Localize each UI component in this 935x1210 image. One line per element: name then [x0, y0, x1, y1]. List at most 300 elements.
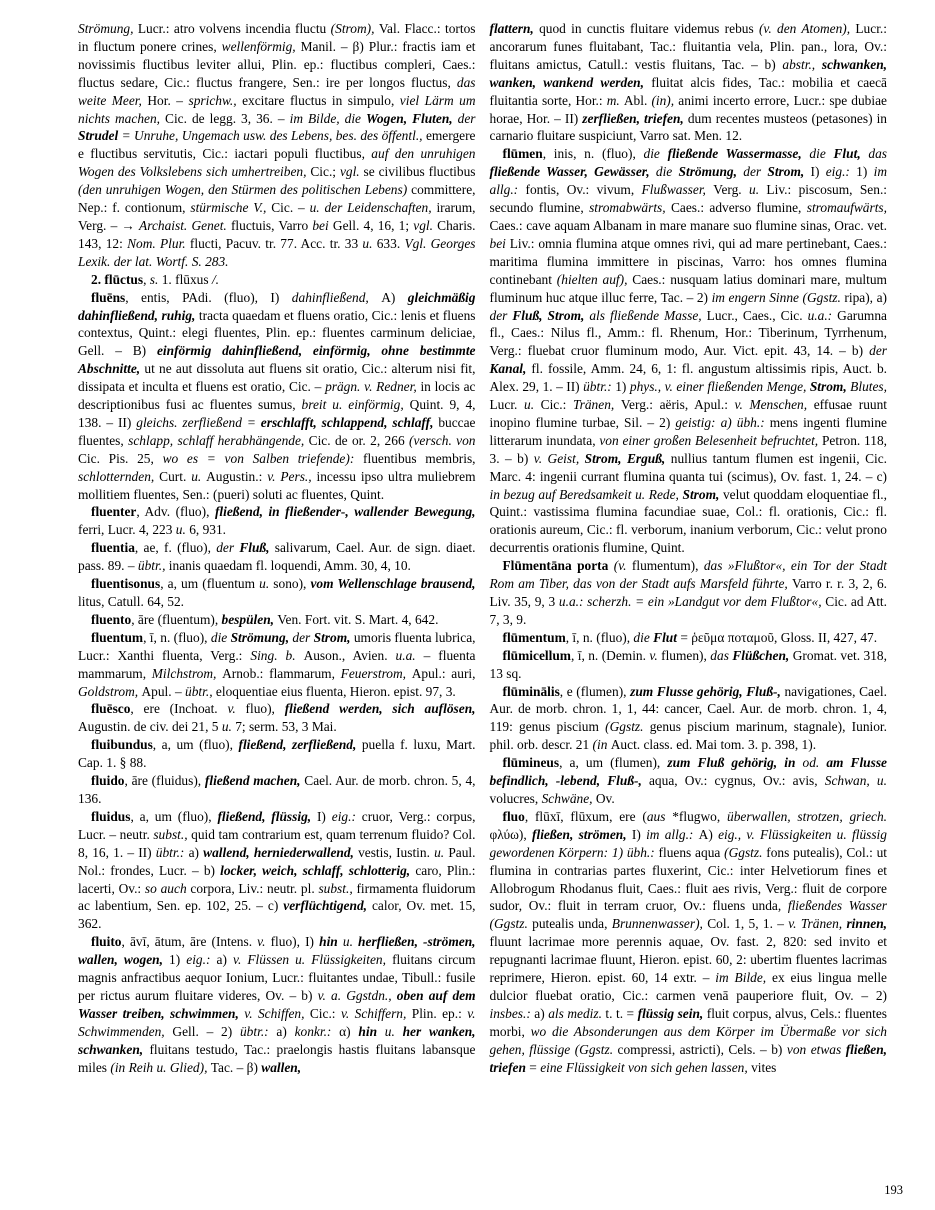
- text-run: a): [534, 1005, 549, 1021]
- text-run: Arnob.: flammarum,: [222, 665, 341, 681]
- text-run: u.: [175, 522, 190, 538]
- entry-flumentum: [490, 629, 888, 647]
- text-run: hin: [358, 1023, 385, 1039]
- text-run: Strom, Erguß,: [584, 450, 671, 466]
- text-run: Ven. Fort. vit. S. Mart. 4, 642.: [277, 611, 439, 627]
- text-run: puella f. luxu, Mart. Cap. 1. § 88.: [78, 737, 476, 771]
- entry-fluidus: [78, 808, 476, 933]
- text-run: , āre (fluentum),: [131, 611, 222, 627]
- text-run: I): [631, 826, 647, 842]
- entry-fluentia: [78, 539, 476, 575]
- text-run: übtr.:: [239, 1023, 277, 1039]
- text-run: Augustin.:: [206, 468, 268, 484]
- text-run: v.: [649, 647, 662, 663]
- text-run: Cic.;: [310, 164, 340, 180]
- text-run: eig., v. Flüssigkeiten u. flüssig gewordenen Körpern: 1) übh.:: [489, 826, 887, 860]
- text-run: caro, Plin.: lacerti, Ov.:: [78, 862, 476, 896]
- text-run: fluctuis, Varro: [230, 217, 313, 233]
- text-run: fluidus: [91, 808, 131, 824]
- text-run: der: [292, 629, 314, 645]
- text-run: u.: [524, 397, 541, 413]
- text-run: incessu ipso ultra muliebrem mollitiem fluentes, Sen.: (pueri) soluti ac fluentes, Quint.: [78, 468, 476, 502]
- text-run: volucres,: [489, 790, 542, 806]
- entry-fluibundus: [78, 736, 476, 772]
- text-run: fließend, in fließender-, wallender Bewegung,: [214, 504, 476, 520]
- text-run: v. Schwimmenden,: [78, 1005, 476, 1039]
- text-run: flucti, Pacuv. tr. 77. Acc. tr. 33: [189, 235, 363, 251]
- text-run: Caes.: nusquam latius dominari mare, multum fluminum huc atque illuc ferre, Tac. – 2): [489, 271, 887, 305]
- text-run: s.: [149, 271, 162, 287]
- text-run: – fluenta mammarum,: [78, 647, 476, 681]
- text-run: 633.: [376, 235, 405, 251]
- text-run: der: [869, 343, 887, 359]
- text-run: der: [489, 307, 513, 323]
- text-run: u.: [191, 468, 207, 484]
- text-run: abstr.,: [782, 56, 822, 72]
- text-run: (Ggstz.: [605, 719, 650, 735]
- text-run: flüssig sein,: [637, 1005, 707, 1021]
- text-run: od.: [802, 755, 827, 771]
- text-run: 7; serm. 53, 3 Mai.: [235, 719, 337, 735]
- text-run: fluentum: [91, 629, 144, 645]
- text-run: m.: [606, 92, 624, 108]
- text-run: Cael. Aur. de morb. chron. 5, 4, 136.: [78, 773, 476, 806]
- text-run: Tac. – β): [210, 1059, 262, 1075]
- text-run: schlotternden,: [78, 468, 160, 484]
- text-run: subst.,: [153, 826, 192, 842]
- text-run: Verg.: aëris, Apul.:: [620, 397, 735, 413]
- text-run: 6, 931.: [189, 522, 227, 538]
- text-run: oben auf dem Wasser treiben, schwimmen,: [78, 987, 476, 1021]
- text-run: u.: [749, 182, 767, 198]
- text-run: Tränen,: [572, 397, 621, 413]
- text-run: erschlafft, schlappend, schlaff,: [260, 414, 439, 430]
- text-run: locker, weich, schlaff, schlotterig,: [220, 862, 416, 878]
- text-run: Schwäne,: [541, 790, 596, 806]
- text-run: Plin. ep.:: [411, 1005, 468, 1021]
- text-run: (versch. von: [409, 432, 476, 448]
- text-run: phys., v. einer fließenden Menge,: [629, 379, 810, 395]
- text-run: fließende Wassermasse,: [667, 146, 810, 162]
- text-run: gleichmäßig dahinfließend, ruhig,: [78, 289, 476, 323]
- text-run: Cic. ad Att. 7, 3, 9.: [489, 594, 887, 627]
- text-run: Archaist. Genet.: [139, 217, 231, 233]
- text-run: genus piscium marinum, stagnale), Iunior. phil. orb. descr. 21: [489, 719, 887, 753]
- text-run: dum recentes musteos (petasones) in carnario fluitare suspiciunt, Varro sat. Men. 12.: [489, 110, 887, 144]
- text-run: Cic. Pis. 25,: [78, 450, 163, 466]
- text-run: (v.: [613, 558, 632, 574]
- text-run: , āre (fluidus),: [124, 773, 205, 789]
- text-run: (in Reih u. Glied),: [110, 1059, 211, 1075]
- text-run: inanis quaedam fl. loquendi, Amm. 30, 4, 10.: [168, 558, 411, 574]
- text-run: Strömung,: [230, 629, 293, 645]
- text-run: u.a.: [395, 647, 424, 663]
- text-run: ripa), a): [844, 289, 887, 305]
- text-run: als mediz.: [548, 1005, 606, 1021]
- text-run: , flūxī, flūxum, ere (: [524, 808, 647, 824]
- text-run: u.a.:: [807, 307, 838, 323]
- text-run: wallend, herniederwallend,: [203, 844, 359, 860]
- text-run: die: [809, 146, 834, 162]
- text-run: überwallen, strotzen, griech.: [727, 808, 888, 824]
- text-run: herfließen, -strömen, wallen, wogen,: [78, 934, 476, 968]
- text-run: die: [643, 146, 668, 162]
- text-run: Fluß,: [239, 540, 275, 556]
- text-run: u.a.: scherzh. = ein »Landgut vor dem Flußtor«,: [558, 594, 826, 609]
- text-run: = Unruhe, Ungemach usw. des Lebens, bes. des öffentl.,: [121, 128, 426, 144]
- text-run: cruor, Verg.: corpus, Lucr. – neutr.: [78, 808, 476, 842]
- text-run: flattern,: [489, 21, 540, 36]
- text-run: fluito: [91, 934, 122, 950]
- text-run: , a, um (fluo),: [130, 808, 218, 824]
- text-run: fluentibus membris,: [363, 450, 476, 466]
- entry-fluo: [490, 808, 888, 1077]
- text-run: Flüßchen,: [732, 647, 793, 663]
- text-run: Ov.: [595, 790, 615, 806]
- text-run: aqua, Ov.: cygnus, Ov.: avis,: [648, 773, 825, 789]
- text-run: , a, um (flumen),: [559, 755, 668, 771]
- text-run: zum Fluß gehörig, in: [667, 755, 803, 771]
- text-run: fluitat alcis fides, Tac.: mobilia et caecā fluitantia sorte, Hor.:: [489, 74, 887, 108]
- text-run: ,: [143, 271, 150, 287]
- text-run: vgl.: [413, 217, 438, 233]
- text-run: Brunnenwasser),: [611, 916, 708, 932]
- text-run: Flūmentāna porta: [502, 558, 614, 574]
- text-run: umoris fluenta lubrica, Lucr.: Xanthi fluenta, Verg.:: [78, 629, 476, 663]
- text-run: /.: [211, 271, 220, 287]
- text-run: in locis ac descriptionibus fusi ac fluentes sumus,: [78, 379, 476, 413]
- text-run: geistig: a) übh.:: [675, 414, 770, 430]
- text-run: Goldstrom,: [78, 683, 142, 699]
- text-run: , inis, n. (fluo),: [542, 146, 644, 162]
- text-run: (Ggstz.: [724, 844, 767, 860]
- text-run: fließen, strömen,: [532, 826, 632, 842]
- text-run: breit u. einförmig,: [301, 397, 410, 413]
- text-run: (hielten auf),: [556, 271, 633, 287]
- text-run: Strudel: [78, 128, 122, 144]
- text-run: eine Flüssigkeit von sich gehen lassen,: [540, 1059, 752, 1075]
- text-run: eig.:: [825, 164, 857, 180]
- text-run: auf den unruhigen Wogen des Volkslebens sich umhertreiben,: [78, 146, 476, 180]
- text-run: insbes.:: [489, 1005, 535, 1021]
- text-run: 2. flūctus: [91, 271, 144, 287]
- text-run: , ae, f. (fluo),: [134, 540, 217, 556]
- entry-fluento: [78, 611, 476, 629]
- text-run: v. Geist,: [533, 450, 585, 466]
- text-run: konkr.:: [294, 1023, 340, 1039]
- text-run: Garumna fl., Caes.: Nilus fl., Amm.: fl. Rhenum, Hor.: Tiberinum, Tyrrhenum, Verg.: fluebat cruor fluminum modo, Aur. Vict. epit. 43, 14. – b): [489, 307, 887, 359]
- text-run: wellenförmig,: [221, 38, 301, 54]
- text-run: , e (flumen),: [559, 683, 631, 699]
- text-run: einförmig dahinfließend, einförmig, ohne bestimmte Abschnitte,: [78, 343, 476, 377]
- text-run: Nom. Plur.: [127, 235, 190, 251]
- text-run: flūmen: [502, 146, 543, 162]
- text-run: Lucr.: [489, 397, 524, 413]
- text-run: Val. Flacc.: tortos in fluctum ponere crines,: [78, 21, 476, 54]
- text-run: übtr.,: [137, 558, 169, 574]
- text-run: Kanal,: [489, 361, 532, 377]
- text-run: ferri, Lucr. 4, 223: [78, 522, 176, 538]
- text-run: stromaufwärts,: [806, 200, 887, 216]
- text-run: a): [276, 1023, 295, 1039]
- text-run: Flußwasser,: [641, 182, 714, 198]
- entry-fluenter: [78, 503, 476, 539]
- text-run: flūmentum: [502, 629, 566, 645]
- text-run: Sing. b.: [250, 647, 304, 663]
- text-run: gleichs. zerfließend =: [136, 414, 261, 430]
- text-run: Vgl. Georges Lexik. der lat. Wortf. S. 283.: [78, 235, 476, 269]
- text-run: quod in cunctis fluitare videmus rebus: [539, 21, 759, 36]
- text-run: Cic.:: [540, 397, 573, 413]
- text-run: im engern Sinne (Ggstz.: [711, 289, 845, 305]
- text-run: verflüchtigend,: [283, 898, 372, 914]
- text-run: stürmische V.,: [190, 200, 272, 216]
- text-run: die: [655, 164, 679, 180]
- text-run: quid tam contrarium est, quam terrenum fluido? Col. 8, 16, 1. – II): [78, 826, 476, 860]
- text-run: Varro r. r. 3, 2, 6. Liv. 35, 9, 3: [489, 576, 887, 609]
- dictionary-column-right: [490, 20, 888, 1076]
- text-run: fluibundus: [91, 737, 153, 753]
- text-run: Curt.: [159, 468, 192, 484]
- entry-fluminalis: [490, 683, 888, 755]
- text-run: A): [381, 289, 408, 305]
- text-run: (in: [592, 737, 611, 753]
- text-run: , Adv. (fluo),: [136, 504, 215, 520]
- text-run: flumentum),: [631, 558, 704, 574]
- text-run: velut quoddam eloquentiae fl., Quint.: vastissima flumina facundiae suae, Col.: fl. orationis, Cic.: fl. orationis aureum, Cic.: fl. verborum, inanium verborum, Cic.: velut prono decurrentis orationis flumine, Quint.: [489, 486, 887, 556]
- text-run: der: [216, 540, 240, 556]
- text-run: das: [710, 647, 733, 663]
- text-run: fluentia: [91, 540, 135, 556]
- text-run: Gromat. vet. 318, 13 sq.: [489, 647, 887, 681]
- text-run: u.: [362, 235, 377, 251]
- text-run: fluēsco: [91, 701, 131, 717]
- text-run: (in),: [651, 92, 679, 108]
- text-run: Gell. 4, 16, 1;: [332, 217, 414, 233]
- text-run: =: [529, 1059, 541, 1075]
- text-run: Petron. 118, 3. – b): [489, 432, 887, 466]
- text-run: im Bilde, die: [289, 110, 367, 126]
- text-run: a): [216, 952, 233, 968]
- text-run: (v. den Atomen),: [758, 21, 856, 36]
- text-run: als fließende Masse,: [589, 307, 707, 323]
- text-run: effusae ruunt inopino flumine turbae, Sil. – 2): [489, 397, 887, 430]
- entry-fluito: [78, 933, 476, 1076]
- text-run: compressi, astricti), Cels. – b): [617, 1041, 787, 1057]
- text-run: fons putealis), Col.: ut flumina in contrarias partes fluxerint, Cic.: inter Helvetiorum fines et Allobrogum Rhodanus fluit, Caes.: fluit aes rivis, Verg.: fluit de corpore sudor, Ov.: fluit in terram cruor, Ov.: fluens unda,: [489, 844, 888, 914]
- text-run: Feuerstrom,: [340, 665, 412, 681]
- text-run: 1): [169, 952, 187, 968]
- text-run: vites: [751, 1059, 777, 1075]
- text-run: 1. flūxus: [161, 271, 212, 287]
- text-run: Charis. 143, 12:: [78, 217, 476, 251]
- text-run: nullius tantum flumen est ingenii, Cic. Marc. 4: ingenii currant flumina quanta tui (scimus), Ov. fast. 1, 24. – c): [489, 450, 888, 484]
- text-run: der: [457, 110, 476, 126]
- entry-fluesco: [78, 700, 476, 736]
- text-run: Auson., Avien.: [303, 647, 396, 663]
- text-run: buccae fluentes,: [78, 414, 476, 448]
- text-run: vestis, Iustin.: [358, 844, 435, 860]
- text-run: φλύω),: [489, 826, 533, 842]
- text-run: aus: [646, 808, 673, 824]
- text-run: fluo: [502, 808, 525, 824]
- text-run: Lucr., Caes., Cic.: [706, 307, 808, 323]
- text-run: fluēns: [91, 289, 126, 305]
- text-run: Strömung,: [78, 21, 138, 36]
- entry-flumen: [490, 145, 888, 557]
- text-run: eloquentiae eius fluenta, Hieron. epist. 97, 3.: [215, 683, 456, 699]
- text-run: Milchstrom,: [151, 665, 223, 681]
- text-run: sprichw.,: [188, 92, 243, 108]
- text-run: Apul.: auri,: [411, 665, 476, 681]
- text-run: fluitans testudo, Tac.: praelongis hastis fluitans labansque miles: [78, 1041, 476, 1075]
- text-run: u.: [221, 719, 236, 735]
- text-run: fließen, triefen: [489, 1041, 887, 1075]
- text-run: , ī, n. (fluo),: [143, 629, 211, 645]
- text-run: flūminālis: [502, 683, 560, 699]
- text-run: Strom,: [682, 486, 723, 502]
- text-run: fließend machen,: [204, 773, 305, 789]
- entry-flumicellum: [490, 647, 888, 683]
- text-run: eig.:: [331, 808, 362, 824]
- text-run: litus, Catull. 64, 52.: [78, 594, 185, 609]
- text-run: , ī, n. (Demin.: [570, 647, 650, 663]
- text-run: Wogen, Fluten,: [366, 110, 458, 126]
- text-run: so auch: [144, 880, 191, 896]
- text-run: putealis unda,: [532, 916, 612, 932]
- text-run: v. Flüssen u. Flüssigkeiten,: [233, 952, 393, 968]
- text-run: corpora, Liv.: neutr. pl.: [190, 880, 319, 896]
- text-run: tracta quaedam et fluens oratio, Cic.: lenis et fluens contextus, Quint.: elegi fluentes, Plin. ep.: fluentes carminum deliciae, Gell. – B): [78, 307, 476, 359]
- text-run: Gell. – 2): [172, 1023, 240, 1039]
- text-run: viel Lärm um nichts machen,: [78, 92, 476, 126]
- text-run: subst.,: [318, 880, 357, 896]
- text-run: se civilibus fluctibus: [363, 164, 476, 180]
- text-run: das »Flußtor«, ein Tor der Stadt Rom am Tiber, das von der Stadt aufs Marsfeld führte,: [489, 558, 887, 592]
- text-run: fluenter: [91, 504, 137, 520]
- text-run: fließendes Wasser (Ggstz.: [489, 898, 887, 932]
- text-run: (Strom),: [330, 21, 379, 36]
- text-run: von einer großen Belesenheit befruchtet,: [599, 432, 822, 448]
- text-run: vgl.: [339, 164, 364, 180]
- text-run: ut ne aut dissoluta aut fluens sit oratio, Cic.: alterum nisi fit, dissipata et inculta et fluens est oratio, Cic. –: [78, 361, 476, 395]
- text-run: , ī, n. (fluo),: [565, 629, 634, 645]
- text-run: committere, Nep.: f. contionum,: [78, 182, 476, 216]
- text-run: Paul. Nol.: frondes, Lucr. – b): [78, 844, 476, 878]
- text-run: flūmineus: [502, 755, 560, 771]
- text-run: Hor. –: [147, 92, 189, 108]
- text-run: fluit corpus, alvus, Cels.: fluentes morbi,: [489, 1005, 887, 1039]
- text-run: Strom,: [313, 629, 354, 645]
- text-run: Cic. de legg. 3, 36. –: [165, 110, 290, 126]
- text-run: übtr.,: [185, 683, 216, 699]
- text-run: Liv.: piscosum, Sen.: secundo flumine,: [489, 182, 888, 216]
- text-run: Liv.: omnia flumina atque omnes rivi, qui ad mare pertinebant, Caes.: maritima flumina immittere in piscinas, Varro: hos omnes flumina continebant: [489, 235, 887, 287]
- text-run: von etwas: [786, 1041, 846, 1057]
- text-run: bespülen,: [221, 611, 278, 627]
- entry-fluentisonus: [78, 575, 476, 611]
- entry-fluido: [78, 772, 476, 808]
- text-run: calor, Ov. met. 15, 362.: [78, 898, 476, 932]
- text-run: Strom,: [809, 379, 851, 395]
- text-run: flumen),: [661, 647, 711, 663]
- text-run: Manil. – β) Plur.: fractis iam et novissimis fluctibus leviter allui, Plin. ep.: fluctibus compleri, Caes.: fluctus sedare, Cic.: fluctus frangere, Sen.: ire per longos fluctus,: [78, 38, 476, 90]
- text-run: A): [698, 826, 719, 842]
- text-run: v. Menschen,: [734, 397, 814, 413]
- text-run: Strömung,: [678, 164, 744, 180]
- text-run: v. Pers.,: [267, 468, 317, 484]
- text-run: fontis, Ov.: vivum,: [525, 182, 642, 198]
- dictionary-column-left: [78, 20, 476, 1076]
- text-run: 1): [856, 164, 874, 180]
- text-run: rinnen,: [846, 916, 888, 932]
- text-run: fluo), I): [270, 934, 320, 950]
- text-run: fl. fossile, Amm. 24, 6, 1: fl. angustum altissimis ripis, Auct. b. Alex. 29, 1. – II): [489, 361, 888, 395]
- text-run: fluentisonus: [91, 576, 161, 592]
- text-run: , entis, PAdi. (fluo), I): [125, 289, 292, 305]
- text-run: übtr.:: [155, 844, 189, 860]
- text-run: Verg.: [713, 182, 750, 198]
- text-run: eig.:: [186, 952, 217, 968]
- text-run: im Bilde,: [715, 970, 773, 986]
- text-run: die: [210, 629, 231, 645]
- text-run: schwanken, wanken, wankend werden,: [489, 56, 887, 90]
- text-run: im allg.:: [646, 826, 699, 842]
- text-run: fließend, flüssig,: [217, 808, 317, 824]
- text-run: u.: [434, 844, 449, 860]
- text-run: animi incerto errore, Lucr.: spe dubiae horae, Hor. – II): [489, 92, 887, 126]
- text-run: übtr.:: [583, 379, 616, 395]
- text-run: zum Flusse gehörig, Fluß-,: [630, 683, 785, 699]
- text-run: mens ingenti flumine litterarum inundata,: [489, 414, 887, 448]
- text-run: *flugwo,: [672, 808, 728, 824]
- text-run: u. der Leidenschaften,: [309, 200, 437, 216]
- text-run: v.: [227, 701, 246, 717]
- text-run: Strom,: [767, 164, 811, 180]
- text-run: firmamenta fluidorum ac labentium, Sen. ep. 102, 25. – c): [78, 880, 476, 914]
- text-run: t. t. =: [605, 1005, 638, 1021]
- text-run: bei: [489, 235, 510, 251]
- text-run: fließende Wasser, Gewässer,: [489, 164, 656, 180]
- text-run: Cic.:: [309, 1005, 341, 1021]
- text-run: , ere (Inchoat.: [130, 701, 228, 717]
- text-run: Abl.: [623, 92, 652, 108]
- text-run: v.: [257, 934, 271, 950]
- text-run: (den unruhigen Wogen, den Stürmen des politischen Lebens): [78, 182, 412, 198]
- text-run: wallen,: [261, 1059, 302, 1075]
- text-run: Apul. –: [141, 683, 186, 699]
- text-run: salivarum, Cael. Aur. de sign. diaet. pass. 89. –: [78, 540, 476, 574]
- text-run: in bezug auf Beredsamkeit u. Rede,: [489, 486, 683, 502]
- text-run: Caes.: cave aquam Albanam in mare manare suo flumine sinas, Orac. vet.: [489, 217, 887, 233]
- text-run: , āvī, ātum, āre (Intens.: [121, 934, 258, 950]
- entry-flumentana-porta: [490, 557, 888, 629]
- text-run: prägn. v. Redner,: [325, 379, 421, 395]
- text-run: Cic. de or. 2, 266: [308, 432, 410, 448]
- page-number: 193: [884, 1183, 903, 1197]
- text-run: u.: [259, 576, 274, 592]
- text-run: Cic. –: [271, 200, 310, 216]
- text-run: der: [743, 164, 768, 180]
- text-run: im allg.:: [489, 164, 888, 198]
- text-run: Lucr.: atro volvens incendia fluctu: [137, 21, 331, 36]
- text-run: wo es = von Salben triefende):: [162, 450, 364, 466]
- text-run: hin: [319, 934, 343, 950]
- text-run: dahinfließend,: [291, 289, 382, 305]
- text-run: v. Schiffern,: [340, 1005, 412, 1021]
- text-run: am Flusse befindlich, -lebend, Fluß-,: [489, 755, 887, 789]
- text-run: a): [188, 844, 204, 860]
